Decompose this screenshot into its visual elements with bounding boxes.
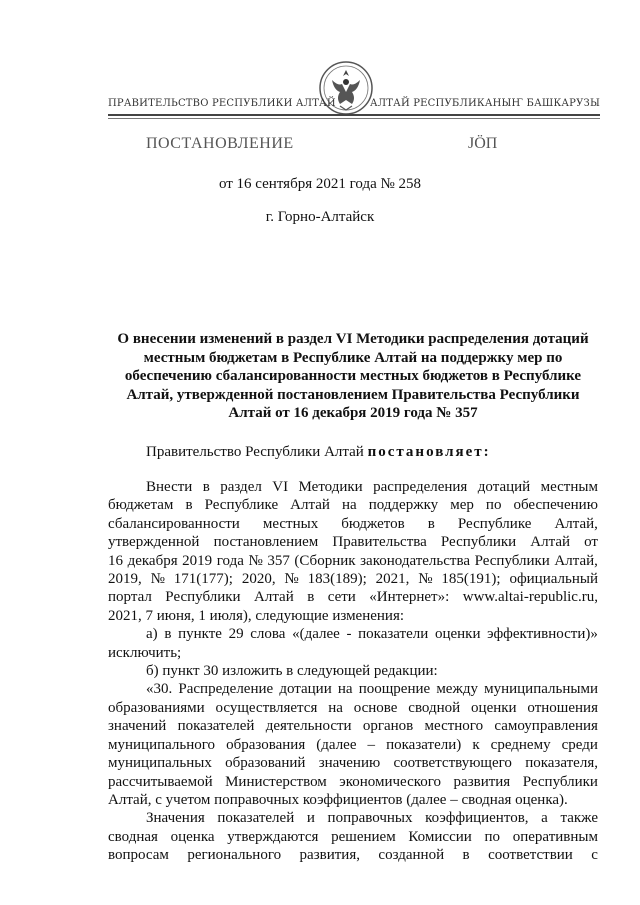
body-line: образованиями осуществляется на основе сводной оценки отношения xyxy=(108,699,598,716)
document-body xyxy=(108,478,598,865)
document-date: от 16 сентября 2021 года № 258 xyxy=(218,176,422,192)
body-line: Внести в раздел VI Методики распределения дотаций местным xyxy=(146,479,598,495)
body-line: 2019, № 171(177); 2020, № 183(189); 2021, № 185(191); официальный xyxy=(108,571,598,588)
body-line: 2021, 7 июня, 1 июля), следующие изменения: xyxy=(108,607,405,624)
body-line: 16 декабря 2019 года № 357 (Сборник законодательства Республики Алтай, xyxy=(108,552,598,569)
header-rule-thin xyxy=(108,118,600,119)
body-line: муниципального образования (далее – показатели) к среднему среди xyxy=(108,736,598,753)
body-line: значений показателей деятельности органов местного самоуправления xyxy=(108,718,598,735)
header-right-title: АЛТАЙ РЕСПУБЛИКАНЫҤ БАШКАРУЗЫ xyxy=(369,98,600,109)
intro-prefix: Правительство Республики Алтай xyxy=(146,444,364,460)
title-line: Алтай от 16 декабря 2019 года № 357 xyxy=(228,405,478,421)
body-line: портал Республики Алтай в сети «Интернет»: www.altai-republic.ru, xyxy=(108,589,598,606)
body-line: утвержденной постановлением Правительства Республики Алтай от xyxy=(108,534,598,551)
title-line: О внесении изменений в раздел VI Методики распределения дотаций xyxy=(117,331,589,347)
body-line: исключить; xyxy=(108,644,182,661)
header-left-title: ПРАВИТЕЛЬСТВО РЕСПУБЛИКИ АЛТАЙ xyxy=(108,98,336,109)
body-line: рассчитываемой Министерством экономического развития Республики xyxy=(108,773,598,790)
header-rule-thick xyxy=(108,114,600,116)
document-city: г. Горно-Алтайск xyxy=(265,209,375,225)
body-line: а) в пункте 29 слова «(далее - показатели оценки эффективности)» xyxy=(146,626,598,643)
body-line: Алтай, с учетом поправочных коэффициентов (далее – сводная оценка). xyxy=(108,791,568,808)
intro-action: постановляет: xyxy=(367,444,491,460)
body-line: вопросам регионального развития, созданной в соответствии с xyxy=(108,847,598,864)
body-line: Значения показателей и поправочных коэффициентов, а также xyxy=(146,810,598,827)
body-line: сбалансированности местных бюджетов в Республике Алтай, xyxy=(108,515,598,532)
title-line: местным бюджетам в Республике Алтай на поддержку мер по xyxy=(143,349,563,366)
intro-line xyxy=(146,444,491,461)
body-line: бюджетам в Республике Алтай на поддержку мер по обеспечению xyxy=(108,497,598,514)
doc-type-russian: ПОСТАНОВЛЕНИЕ xyxy=(146,135,294,152)
body-line: «30. Распределение дотации на поощрение между муниципальными xyxy=(146,681,598,698)
title-line: Алтай, утвержденной постановлением Правительства Республики xyxy=(126,386,580,403)
body-line: муниципальных образований значению соответствующего показателя, xyxy=(108,755,598,772)
title-line: обеспечению сбалансированности местных бюджетов в Республике xyxy=(124,368,582,384)
body-line: сводная оценка утверждаются решением Комиссии по оперативным xyxy=(108,828,598,845)
doc-type-altai: ЈӦП xyxy=(468,135,498,152)
body-line: б) пункт 30 изложить в следующей редакции: xyxy=(146,663,438,680)
document-title xyxy=(108,330,598,423)
